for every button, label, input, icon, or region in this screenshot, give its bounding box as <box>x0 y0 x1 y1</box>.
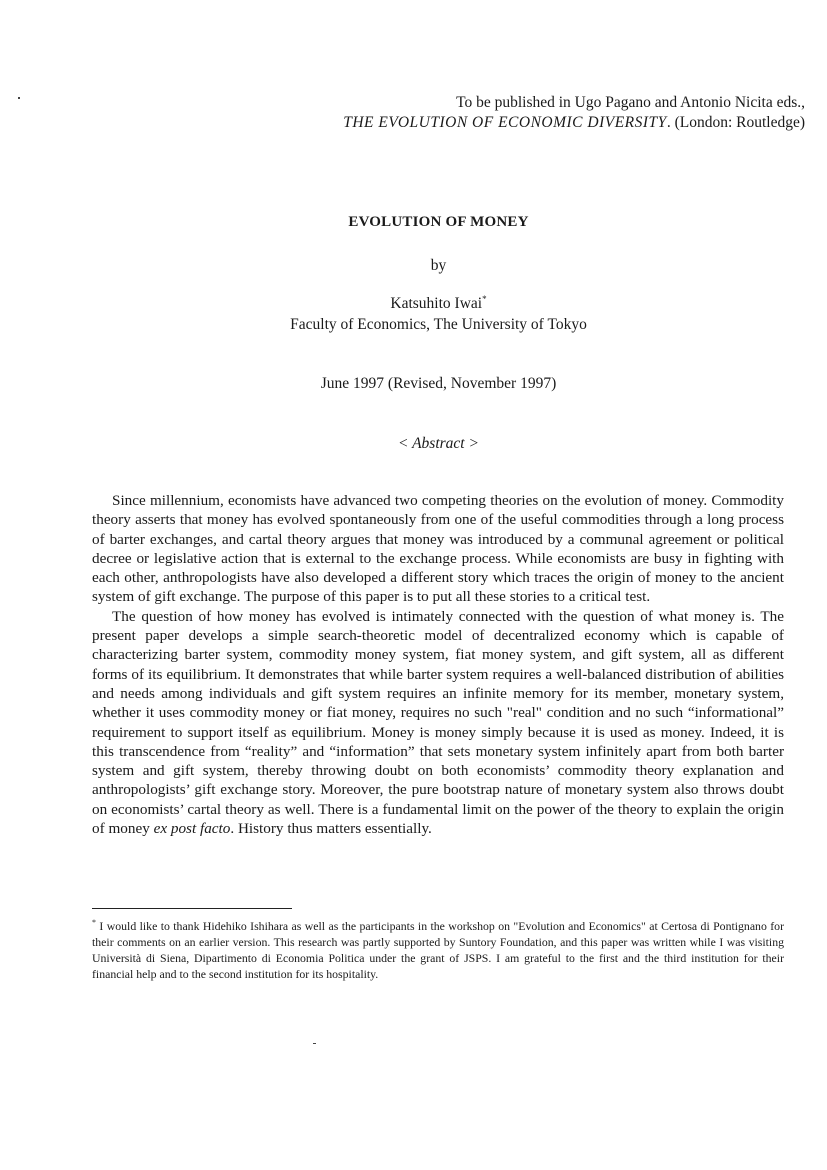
abstract-body <box>92 491 784 838</box>
author-name: Katsuhito Iwai <box>390 295 483 312</box>
publication-line-1: To be published in Ugo Pagano and Antonio Nicita eds., <box>456 94 805 111</box>
abstract-paragraph-2-end: . History thus matters essentially. <box>230 820 432 838</box>
by-line: by <box>430 257 447 274</box>
publication-note <box>245 93 805 133</box>
footnote-marker: * <box>92 918 96 928</box>
affiliation: Faculty of Economics, The University of Tokyo <box>290 316 587 333</box>
author-line <box>0 295 827 313</box>
footnote-text: I would like to thank Hidehiko Ishihara as well as the participants in the workshop on "Evolution and Economics" at Certosa di Pontignano for their comments on an earlier version. This research was partly supported by Suntory Foundation, and this paper was written while I was visiting Università di Siena, Dipartimento di Economia Politica under the grant of JSPS. I am grateful to the first and the third institution for their financial help and to the second institution for its hospitality. <box>92 919 785 981</box>
paper-title: EVOLUTION OF MONEY <box>348 214 529 230</box>
abstract-paragraph-2 <box>92 607 784 839</box>
footnote <box>92 918 784 982</box>
abstract-paragraph-2-text: The question of how money has evolved is intimately connected with the question of what money is. The present paper develops a simple search-theoretic model of decentralized economy which is capable of characterizing barter system, commodity money system, fiat money system, and gift system, all as different forms of its equilibrium. It demonstrates that while barter system requires a well-balanced distribution of abilities and needs among individuals and gift system requires an infinite memory for its member, monetary system, whether it uses commodity money or fiat money, requires no such "real" condition and no such “informational” requirement to support itself as equilibrium. Money is money simply because it is used as money. Indeed, it is this transcendence from “reality” and “information” that sets monetary system infinitely apart from both barter system and gift system, thereby throwing doubt on both economists’ commodity theory explanation and anthropologists’ gift exchange story. Moreover, the pure bootstrap nature of monetary system also throws doubt on economists’ cartal theory as well. There is a fundamental limit on the power of the theory to explain the origin of money <box>92 607 784 838</box>
footnote-mark: * <box>482 293 487 304</box>
publisher: . (London: Routledge) <box>666 114 805 131</box>
paper-date: June 1997 (Revised, November 1997) <box>320 375 557 392</box>
scan-speck <box>18 97 20 99</box>
publication-line-2 <box>245 113 805 133</box>
book-title: THE EVOLUTION OF ECONOMIC DIVERSITY <box>343 114 667 131</box>
abstract-heading: < Abstract > <box>398 435 479 452</box>
abstract-paragraph-1: Since millennium, economists have advanced two competing theories on the evolution of money. Commodity theory asserts that money has evolved spontaneously from one of the useful commodities through a long process of barter exchanges, and cartal theory argues that money was introduced by a communal agreement or political decree or legislative action that is external to the exchange process. While economists are busy in fighting with each other, anthropologists have also developed a different story which traces the origin of money to the ancient system of gift exchange. The purpose of this paper is to put all these stories to a critical test. <box>92 492 784 606</box>
latin-phrase: ex post facto <box>153 820 231 838</box>
footnote-rule <box>92 908 292 909</box>
scan-speck <box>313 1043 316 1044</box>
